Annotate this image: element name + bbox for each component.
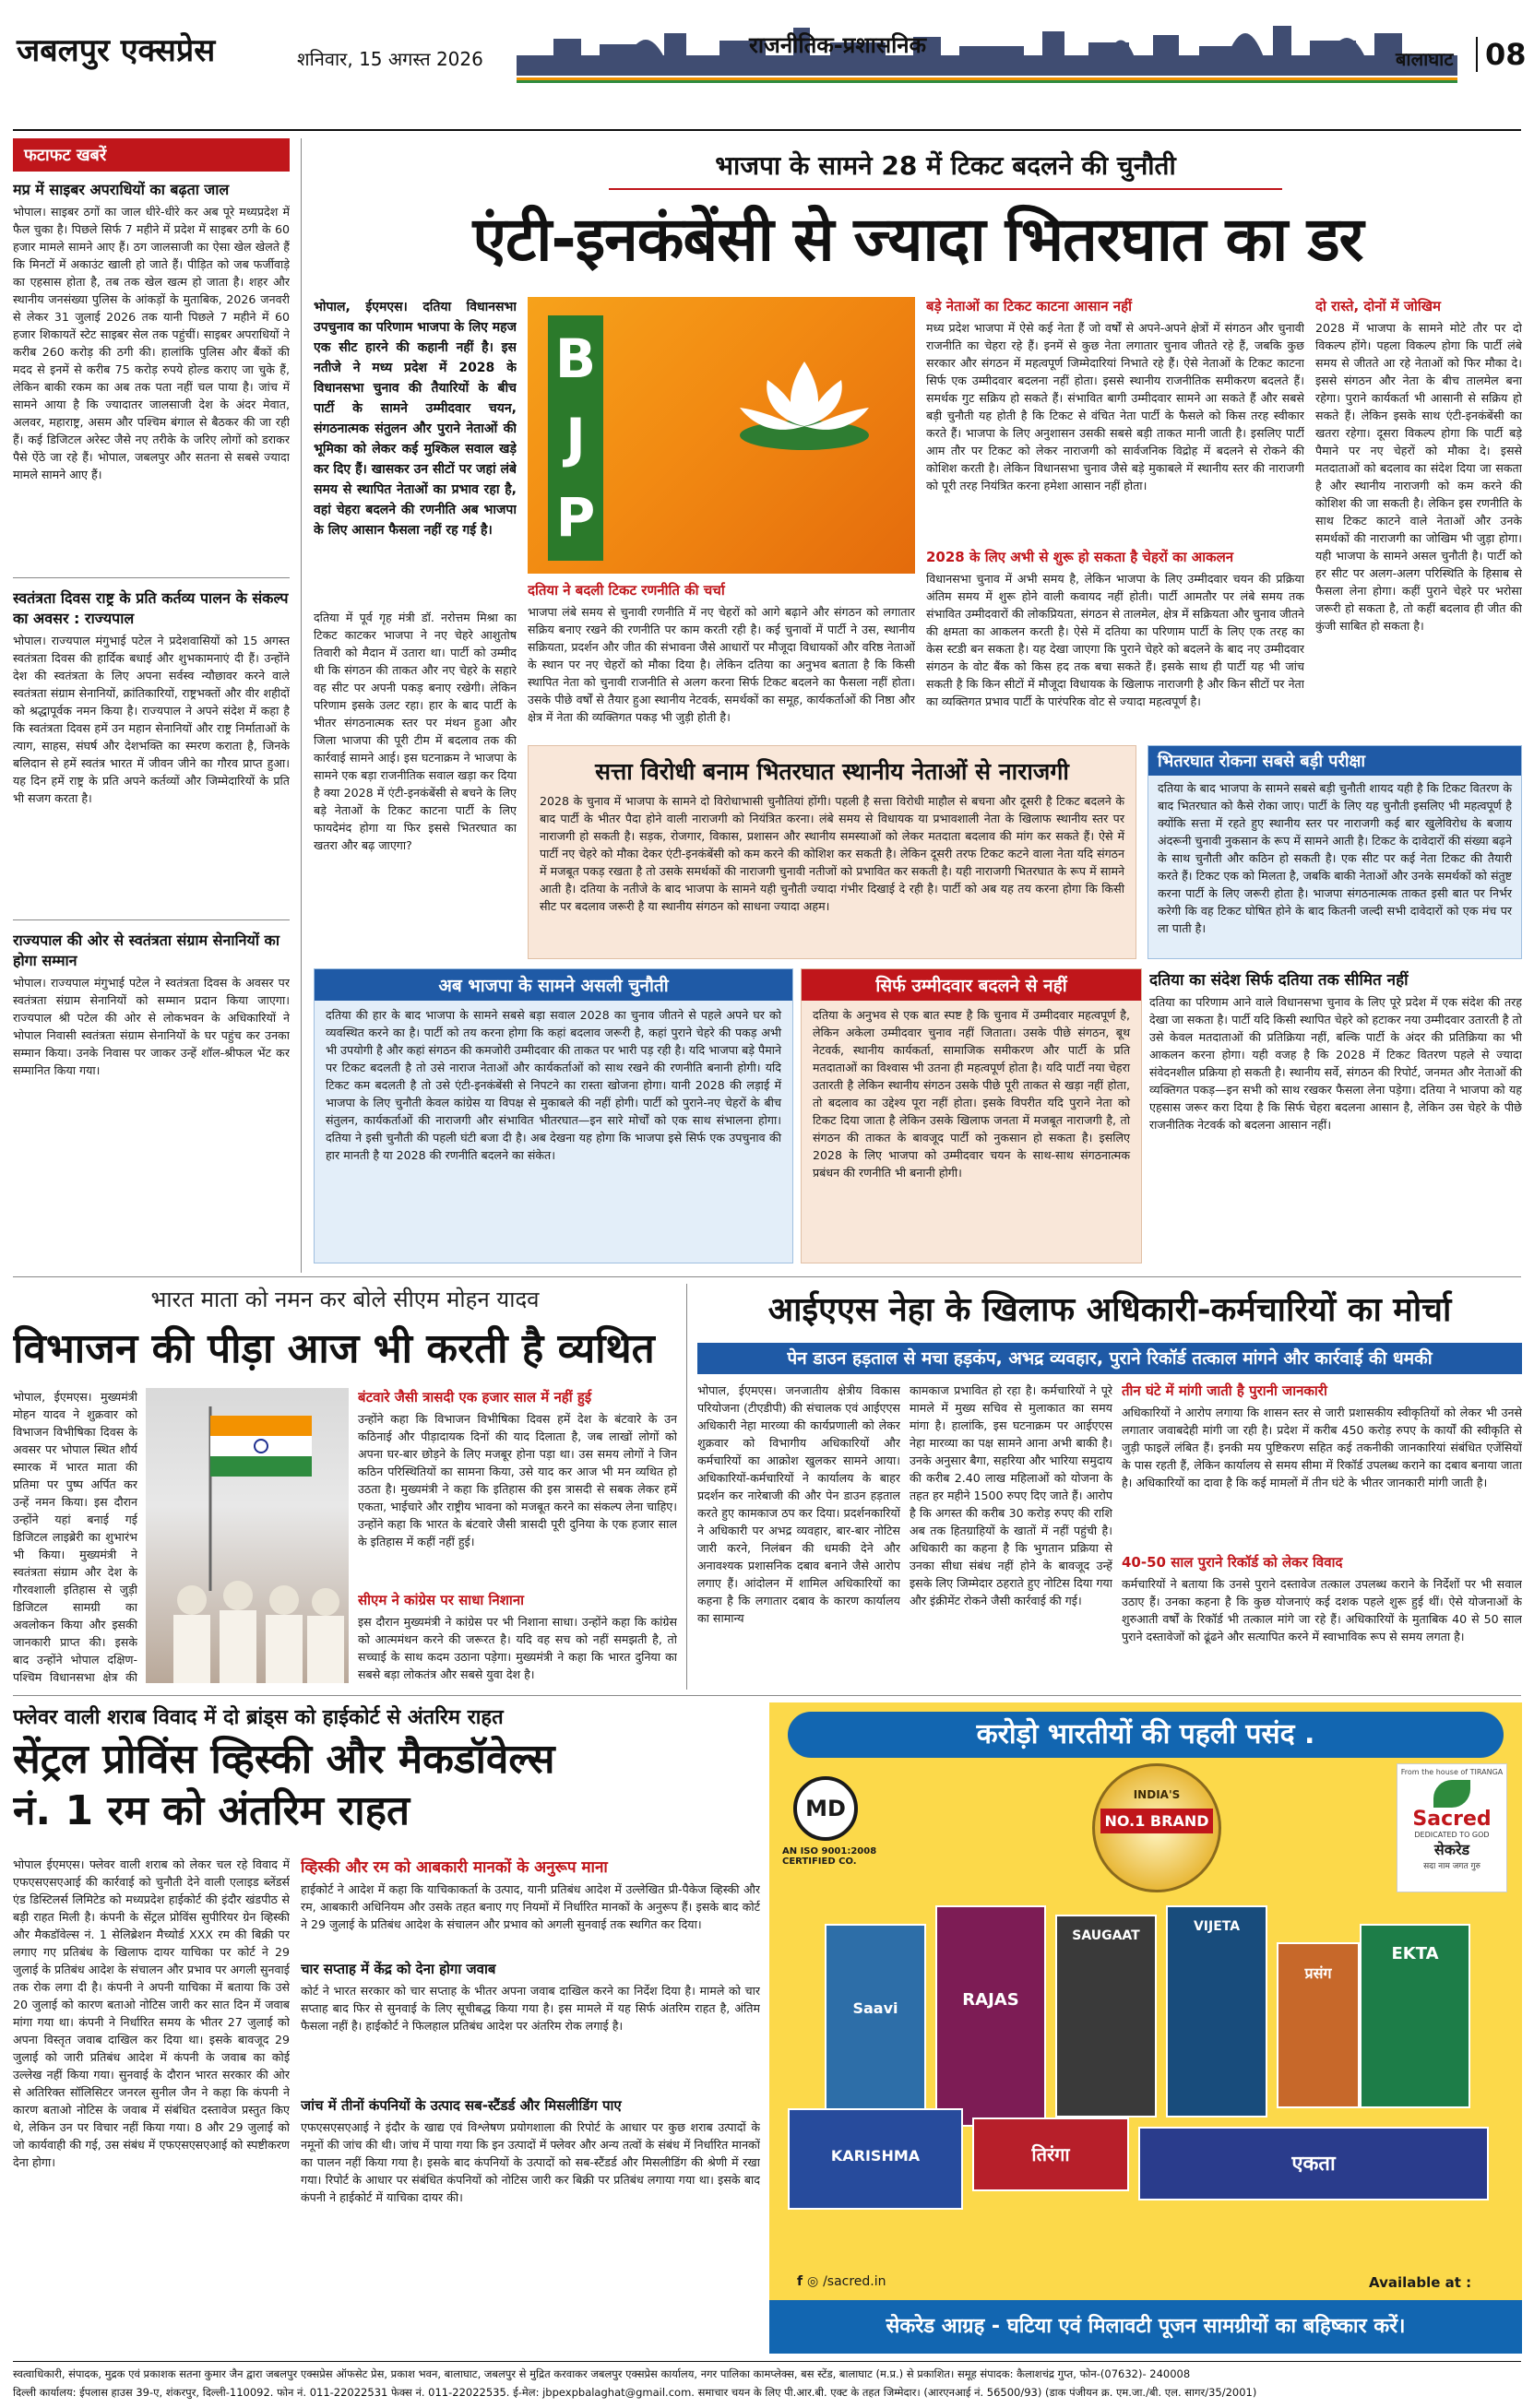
sidebar-header (13, 138, 290, 172)
brand-dedicated: DEDICATED TO GOD (1414, 1831, 1490, 1839)
lead-col1-text: दतिया में पूर्व गृह मंत्री डॉ. नरोत्तम मिश्रा का टिकट काटकर भाजपा ने नए चेहरे आशुतोष तिवारी को मैदान में उतारा था। पार्टी को उम्मीद थी कि संगठन की ताकत और नए चेहरे के सहारे वह सीट पर अपनी पकड़ बनाए रखेगी। लेकिन परिणाम इसके उलट रहा। हार के बाद पार्टी के भीतर संगठनात्मक स्तर पर मंथन हुआ और जिला भाजपा की पूरी टीम में बदलाव तक की कार्रवाई सामने आई। इस घटनाक्रम ने भाजपा के सामने एक बड़ा राजनीतिक सवाल खड़ा कर दिया है क्या 2028 में एंटी-इनकंबेंसी से बचने के लिए बड़े नेताओं के टिकट काटना पार्टी के लिए फायदेमंद होगा या फिर इससे भितरघात का खतरा और बढ़ जाएगा? (314, 611, 517, 852)
product-name: RAJAS (962, 1990, 1019, 2010)
whisky-col1-text: भोपाल ईएमएस। फ्लेवर वाली शराब को लेकर चल रहे विवाद में एफएसएसएआई की कार्रवाई को चुनौती देने वाली एलाइड ब्लेंडर्स एंड डिस्टिलर्स लिमिटेड को मध्यप्रदेश हाईकोर्ट की इंदौर खंडपीठ से बड़ी राहत मिली है। कंपनी के सेंट्रल प्रोविंस सुपीरियर ग्रेन व्हिस्की और मैकडॉवेल्स नं. 1 सेलिब्रेशन मैच्योर्ड XXX रम की बिक्री पर लगाए गए प्रतिबंध के खिलाफ दायर याचिका पर कोर्ट ने 29 जुलाई के प्रतिबंध आदेश के संचालन और प्रभाव पर अगली सुनवाई तक रोक लगा दी है। कंपनी ने अपनी याचिका में बताया कि उसे 20 जुलाई को कारण बताओ नोटिस जारी कर सात दिन में जवाब मांगा गया था। कंपनी ने निर्धारित समय के भीतर 27 जुलाई को अपना विस्तृत जवाब दाखिल कर दिया था। इसके बावजूद 29 जुलाई को जारी प्रतिबंध आदेश में कंपनी के जवाब का कोई उल्लेख नहीं किया गया। सुनवाई के दौरान भारत सरकार की ओर से अतिरिक्त सॉलिसिटर जनरल सुनील जैन ने कहा कि कंपनी ने कारण बताओ नोटिस के जवाब में संबंधित दस्तावेज प्रस्तुत किए थे, लेकिन उन पर विचार नहीं किया गया। 8 और 29 जुलाई को जो कार्यवाही की गई, उस संबंध में एफएसएसएआई को स्पष्टीकरण देना होगा। (13, 1857, 290, 2169)
product-pack (788, 2108, 963, 2210)
biggest-test-text: दतिया के बाद भाजपा के सामने सबसे बड़ी चुनौती शायद यही है कि टिकट वितरण के बाद भितरघात को कैसे रोका जाए। पार्टी के लिए यह चुनौती इसलिए भी महत्वपूर्ण है क्योंकि सत्ता में रहते हुए स्थानीय स्तर पर नाराजगी कई बार खुलेविरोध के बजाय अंदरूनी चुनावी नुकसान के रूप में सामने आती है। टिकट के दावेदारों की संख्या बढ़ने के साथ चुनौती और कठिन हो सकती है। एक सीट पर कई नेता टिकट की तैयारी करते हैं। टिकट एक को मिलता है, जबकि बाकी नेताओं और उनके समर्थकों को संतुष्ट करना पार्टी के लिए जरूरी होता है। भाजपा संगठनात्मक ताकत इसी बात पर निर्भर करेगी कि वह टिकट घोषित होने के बाद कितनी जल्दी सभी दावेदारों को एक मंच पर ला पाती है। (1158, 781, 1512, 935)
imprint (13, 2365, 1521, 2405)
lead-mid-sub1-title: बड़े नेताओं का टिकट काटना आसान नहीं (926, 298, 1132, 314)
whisky-sub1-text: हाईकोर्ट ने आदेश में कहा कि याचिकाकर्ता के उत्पाद, यानी प्रतिबंध आदेश में उल्लेखित प्री-पैकेज व्हिस्की और रम, आबकारी अधिनियम और उसके तहत बनाए गए नियमों में निर्धारित मानकों के अनुरूप हैं। इसके बाद कोर्ट ने 29 जुलाई के प्रतिबंध आदेश के संचालन और प्रभाव को अगली सुनवाई तक स्थगित कर दिया। (301, 1882, 760, 1931)
no1-brand-badge (1092, 1763, 1221, 1892)
ias-sub2-title: 40-50 साल पुराने रिकॉर्ड को लेकर विवाद (1122, 1554, 1343, 1571)
partition-headline-text: विभाजन की पीड़ा आज भी करती है व्यथित (13, 1325, 655, 1372)
partition-sub1-text: उन्होंने कहा कि विभाजन विभीषिका दिवस हमें देश के बंटवारे के उन कठिनाई और पीड़ादायक दिनों की याद दिलाता है, जब लाखों लोगों को अपना घर-बार छोड़ने के लिए मजबूर होना पड़ा था। उस समय लोगों ने जिन कठिन परिस्थितियों का सामना किया, उसे याद कर आज भी मन व्यथित हो उठता है। मुख्यमंत्री ने कहा कि इतिहास की इस त्रासदी से सबक लेकर हमें एकता, भाईचारे और राष्ट्रीय भावना को मजबूत करने का संकल्प लेना चाहिए। उन्होंने कहा कि भारत के बंटवारे जैसी त्रासदी पूरी दुनिया के एक हजार साल के इतिहास में कहीं नहीं हुई। (358, 1412, 677, 1548)
news-title: राज्यपाल की ओर से स्वतंत्रता संग्राम सेनानियों का होगा सम्मान (13, 931, 279, 969)
lead-mid-sub2-text: विधानसभा चुनाव में अभी समय है, लेकिन भाजपा के लिए उम्मीदवार चयन की प्रक्रिया अंतिम समय में शुरू होने वाली कवायद नहीं होती। पार्टी आमतौर पर लंबे समय तक संभावित उम्मीदवारों की लोकप्रियता, संगठन से तालमेल, क्षेत्र में सक्रियता और चुनाव जीतने की क्षमता का आकलन करती है। ऐसे में दतिया का परिणाम पार्टी के लिए एक तरह का केस स्टडी बन सकता है। यह देखा जाएगा कि पुराने चेहरे को बदलने के बाद नए उम्मीदवार संगठन के वोट बैंक को किस हद तक बचा सकते हैं। इसके साथ ही पार्टी यह भी जांच सकती है कि किन सीटों में मौजूदा विधायक के खिलाफ नाराजगी है और किन सीटों पर नेता का व्यक्तिगत प्रभाव पार्टी के पारंपरिक वोट से ज्यादा महत्वपूर्ण है। (926, 572, 1304, 708)
whisky-headline-line2: नं. 1 रम को अंतरिम राहत (13, 1787, 410, 1834)
product-pack (1055, 1915, 1157, 2117)
brand-hindi-name: सेकरेड (1433, 1841, 1470, 1858)
whisky-sub3-text: एफएसएसएआई ने इंदौर के खाद्य एवं विश्लेषण प्रयोगशाला की रिपोर्ट के आधार पर कुछ शराब उत्पादों के नमूनों की जांच की थी। जांच में पाया गया कि इन उत्पादों में फ्लेवर और अन्य तत्वों के संबंध में निर्धारित मानकों का पालन नहीं किया गया है। इसके बाद कंपनियों के उत्पादों को सब-स्टैंडर्ड और मिसलीडिंग की श्रेणी में रखा गया। रिपोर्ट के आधार पर संबंधित कंपनियों को नोटिस जारी कर बिक्री पर प्रतिबंध लगाया गया था। इसके बाद कंपनी ने हाईकोर्ट में याचिका दायर की। (301, 2120, 760, 2204)
brand-name: Sacred (1412, 1808, 1492, 1831)
news-title: मप्र में साइबर अपराधियों का बढ़ता जाल (13, 181, 230, 198)
lead-intro (314, 297, 517, 601)
whisky-headline (13, 1734, 760, 1845)
partition-text: भोपाल, ईएमएस। मुख्यमंत्री मोहन यादव ने शुक्रवार को विभाजन विभीषिका दिवस के अवसर पर भोपाल स्थित शौर्य स्मारक में भारत माता की प्रतिमा पर पुष्प अर्पित कर उन्हें नमन किया। इस दौरान उन्होंने यहां बनाई गई डिजिटल लाइब्रेरी का शुभारंभ भी किया। मुख्यमंत्री ने स्वतंत्रता संग्राम और देश के गौरवशाली इतिहास से जुड़ी डिजिटल सामग्री का अवलोकन किया और इसकी जानकारी प्राप्त की। इसके बाद उन्होंने भोपाल दक्षिण-पश्चिम विधानसभा क्षेत्र की (13, 1390, 137, 1683)
anger-box-text: 2028 के चुनाव में भाजपा के सामने दो विरोधाभासी चुनौतियां होंगी। पहली है सत्ता विरोधी माहौल से बचना और दूसरी है टिकट बदलने के बाद पार्टी के भीतर पैदा होने वाली नाराजगी को नियंत्रित करना। लंबे समय से विधायक या प्रभावशाली नेता के खिलाफ स्थानीय स्तर पर नाराजगी हो सकती है। सड़क, रोजगार, विकास, प्रशासन और स्थानीय समस्याओं को लेकर मतदाता बदलाव की मांग कर सकते हैं। ऐसे में पार्टी नए चेहरे को मौका देकर एंटी-इनकंबेंसी को कम करने की कोशिश कर सकती है। लेकिन दूसरी तरफ टिकट कटने वाला नेता यदि संगठन में मजबूत पकड़ रखता है तो उसके समर्थकों की नाराजगी चुनावी नतीजों को प्रभावित कर सकती है। यही नाराजगी भितरघात के रूप में सामने आती है। दतिया के नतीजे के बाद भाजपा के सामने यही चुनौती ज्यादा गंभीर दिखाई दे रही है। पार्टी को अब यह तय करना होगा कि किसी सीट पर बदलाव जरूरी है या स्थानीय संगठन को साधना ज्यादा अहम। (540, 794, 1124, 913)
ias-deck-text: पेन डाउन हड़ताल से मचा हड़कंप, अभद्र व्यवहार, पुराने रिकॉर्ड तत्काल मांगने और कार्रवाई की धमकी (787, 1348, 1433, 1369)
paper-name: जबलपुर एक्सप्रेस (17, 32, 216, 69)
lead-mid-sub2-title: 2028 के लिए अभी से शुरू हो सकता है चेहरों का आकलन (926, 549, 1234, 565)
product-pack (1360, 1924, 1470, 2108)
iso-caption: AN ISO 9001:2008 CERTIFIED CO. (782, 1846, 877, 1867)
news-title: स्वतंत्रता दिवस राष्ट्र के प्रति कर्तव्य पालन के संकल्प का अवसर : राज्यपाल (13, 589, 289, 627)
masthead (0, 0, 1534, 85)
ias-col2-text: कामकाज प्रभावित हो रहा है। कर्मचारियों ने पूरे मामले में मुख्य सचिव से मुलाकात का समय मांगा है। हालांकि, इस घटनाक्रम पर आईएएस नेहा मारव्या का पक्ष सामने आना अभी बाकी है। उनके अनुसार बैगा, सहरिया और भारिया समुदाय की करीब 2.40 लाख महिलाओं को योजना के तहत हर महीने 1500 रुपए दिए जाते हैं। आरोप है कि अगस्त की करीब 30 करोड़ रुपए की राशि अब तक हितग्राहियों के खातों में नहीं पहुंची है। अधिकारी का कहना है कि भुगतान प्रक्रिया से उनका सीधा संबंध नहीं होने के बावजूद उन्हें इसके लिए जिम्मेदार ठहराते हुए नोटिस दिया गया और इंक्रीमेंट रोकने जैसी कार्रवाई की गई। (910, 1383, 1112, 1607)
section-name: राजनीतिक-प्रशासनिक (749, 32, 927, 58)
message-title: दतिया का संदेश सिर्फ दतिया तक सीमित नहीं (1149, 971, 1409, 990)
whisky-sub3-title: जांच में तीनों कंपनियों के उत्पाद सब-स्टैंडर्ड और मिसलीडिंग पाए (301, 2097, 622, 2114)
ias-col3 (1122, 1382, 1522, 1686)
sidebar-news-item (13, 919, 290, 1204)
product-pack (825, 1924, 926, 2117)
lead-headline-text: एंटी-इनकंबेंसी से ज्यादा भितरघात का डर (472, 204, 1363, 275)
whisky-headline-line1: सेंट्रल प्रोविंस व्हिस्की और मैकडॉवेल्स (13, 1736, 555, 1783)
anger-box-title: सत्ता विरोधी बनाम भितरघात स्थानीय नेताओं से नाराजगी (595, 758, 1069, 785)
whisky-sub1-title: व्हिस्की और रम को आबकारी मानकों के अनुरूप माना (301, 1858, 608, 1877)
badge-top-text: INDIA'S (1133, 1788, 1181, 1801)
social-handle: /sacred.in (823, 2274, 886, 2289)
lead-headline (314, 196, 1522, 288)
ias-headline-text: आईएएस नेहा के खिलाफ अधिकारी-कर्मचारियों का मोर्चा (767, 1291, 1452, 1329)
edition-name: बालाघाट (1396, 48, 1454, 70)
product-display (788, 1905, 1504, 2237)
badge-main-text: NO.1 BRAND (1100, 1809, 1213, 1833)
brand-house-text: From the house of TIRANGA (1400, 1768, 1504, 1776)
message-text: दतिया का परिणाम आने वाले विधानसभा चुनाव के लिए पूरे प्रदेश में एक संदेश की तरह देखा जा सकता है। पार्टी यदि किसी स्थापित चेहरे को हटाकर नया उम्मीदवार उतारती है तो उसे केवल मतदाताओं की प्रतिक्रिया नहीं, बल्कि पार्टी के अंदर की प्रतिक्रिया का भी आकलन करना होगा। यही वजह है कि 2028 में टिकट वितरण पहले से ज्यादा संवेदनशील प्रक्रिया हो सकती है। स्थानीय सर्वे, संगठन की रिपोर्ट, जनमत और नेताओं की व्यक्तिगत पकड़—इन सभी को साथ रखकर फैसला लेना पड़ेगा। दतिया ने भाजपा को यह एहसास जरूर करा दिया है कि सिर्फ चेहरा बदलना आसान है, लेकिन उस चेहरे के पीछे राजनीतिक नेटवर्क को बदलना आसान नहीं। (1149, 995, 1522, 1132)
page-number: 08 (1476, 37, 1527, 72)
whisky-sub2-title: चार सप्ताह में केंद्र को देना होगा जवाब (301, 1961, 496, 1977)
lead-mid-sub1-text: मध्य प्रदेश भाजपा में ऐसे कई नेता हैं जो वर्षों से अपने-अपने क्षेत्रों में संगठन और चुनावी राजनीति का चेहरा रहे हैं। इनमें से कुछ नेता लगातार चुनाव जीतते रहे हैं, जबकि कुछ सरकार और संगठन में महत्वपूर्ण जिम्मेदारियां निभाते रहे हैं। ऐसे नेताओं के टिकट काटना सिर्फ एक उम्मीदवार बदलना नहीं होता। इससे स्थानीय राजनीतिक समीकरण बदलते हैं। समर्थक गुट सक्रिय हो सकते हैं। संभावित बागी उम्मीदवार सामने आ सकते हैं और सबसे बड़ी चुनौती यह होती है कि टिकट से वंचित नेता पार्टी के फैसले को किस तरह स्वीकार करते हैं। भाजपा के लिए अनुशासन उसकी सबसे बड़ी ताकत मानी जाती है। इसलिए पार्टी आम तौर पर टिकट को लेकर नाराजगी को सार्वजनिक विद्रोह में बदलने से रोकने की कोशिश करती है। लेकिन विधानसभा चुनाव जैसे बड़े मुकाबले में स्थानीय स्तर की नाराजगी को पूरी तरह नियंत्रित करना हमेशा आसान नहीं होता। (926, 321, 1304, 492)
iso-logo (793, 1776, 858, 1841)
ias-sub1-title: तीन घंटे में मांगी जाती है पुरानी जानकारी (1122, 1382, 1327, 1399)
whisky-kicker (13, 1702, 760, 1734)
lead-sub1 (528, 581, 915, 738)
ad-footer (769, 2300, 1522, 2354)
product-pack (1138, 2127, 1489, 2200)
news-text: भोपाल। राज्यपाल मंगुभाई पटेल ने स्वतंत्रता दिवस के अवसर पर स्वतंत्रता संग्राम सेनानियों को सम्मान प्रदान किया जाएगा। राज्यपाल श्री पटेल की ओर से लोकभवन के अधिकारियों ने भोपाल निवासी स्वतंत्रता संग्राम सेनानियों के घर पहुंच कर उनका सम्मान किया। उनके निवास पर जाकर उन्हें शॉल-श्रीफल भेंट कर सम्मानित किया गया। (13, 976, 290, 1077)
lead-right-sub1-title: दो रास्ते, दोनों में जोखिम (1315, 298, 1442, 314)
partition-sub1-title: बंटवारे जैसी त्रासदी एक हजार साल में नहीं हुई (358, 1389, 592, 1406)
real-challenge-title: अब भाजपा के सामने असली चुनौती (315, 969, 792, 1001)
issue-date: शनिवार, 15 अगस्त 2026 (297, 48, 483, 70)
brand-leaf-icon (1433, 1780, 1470, 1808)
ias-deck (697, 1343, 1522, 1374)
ad-social (797, 2274, 886, 2289)
product-name: एकता (1291, 2153, 1336, 2176)
whisky-col2 (301, 1856, 760, 2354)
product-name: VIJETA (1193, 1919, 1241, 1934)
partition-headline (13, 1319, 677, 1383)
biggest-test-title: भितरघात रोकना सबसे बड़ी परीक्षा (1148, 746, 1521, 776)
bjp-flag-image (528, 297, 915, 574)
product-name: KARISHMA (830, 2147, 921, 2165)
ias-col1-text: भोपाल, ईएमएस। जनजातीय क्षेत्रीय विकास परियोजना (टीएडीपी) की संचालक एवं आईएएस अधिकारी नेहा मारव्या की कार्यप्रणाली को लेकर शुक्रवार को विभागीय अधिकारियों और कर्मचारियों का आक्रोश खुलकर सामने आया। अधिकारियों-कर्मचारियों ने कार्यालय के बाहर प्रदर्शन कर नारेबाजी की और पेन डाउन हड़ताल करते हुए कामकाज ठप कर दिया। प्रदर्शनकारियों ने अधिकारी पर अभद्र व्यवहार, बार-बार नोटिस जारी करने, निलंबन की धमकी देने और अनावश्यक प्रशासनिक दबाव बनाने जैसे आरोप लगाए हैं। आंदोलन में शामिल अधिकारियों का कहना है कि लगातार दबाव के कारण कार्यालय का सामान्य (697, 1383, 900, 1625)
partition-kicker-text: भारत माता को नमन कर बोले सीएम मोहन यादव (150, 1287, 540, 1312)
ias-col2 (910, 1382, 1112, 1686)
product-name: SAUGAAT (1072, 1928, 1140, 1943)
news-text: भोपाल। राज्यपाल मंगुभाई पटेल ने प्रदेशवासियों को 15 अगस्त स्वतंत्रता दिवस की हार्दिक बधाई और शुभकामनाएं दी हैं। उन्होंने देश की स्वतंत्रता के लिए अपना सर्वस्व न्यौछावर करने वाले स्वतंत्रता संग्राम सेनानियों, क्रांतिकारियों, राष्ट्रभक्तों और वीर शहीदों को श्रद्धापूर्वक नमन किया है। राज्यपाल ने अपने संदेश में कहा है कि स्वतंत्रता दिवस हमें उन महान सेनानियों और राष्ट्र निर्माताओं के त्याग, साहस, संघर्ष और देशभक्ति का स्मरण कराता है, जिनके बलिदान से हमें स्वतंत्र भारत में जीवन जीने का गौरव प्राप्त हुआ। यह दिन हमें राष्ट्र के प्रति अपने कर्तव्यों और जिम्मेदारियों के प्रति भी सजग करता है। (13, 634, 290, 805)
sidebar-header-label: फटाफट खबरें (24, 146, 107, 165)
lead-mid-col (926, 297, 1304, 740)
product-pack (935, 1905, 1046, 2127)
real-challenge-text: दतिया की हार के बाद भाजपा के सामने सबसे बड़ा सवाल 2028 का चुनाव जीतने से पहले अपने घर को व्यवस्थित करने का है। पार्टी को तय करना होगा कि कहां बदलाव जरूरी है, कहां पुराने चेहरे की पकड़ अभी भी उपयोगी है और कहां संगठन की कमजोरी उम्मीदवार की ताकत पर भारी पड़ रही है। यदि भाजपा बड़े पैमाने पर टिकट बदलती है तो उसे नाराज नेताओं और कार्यकर्ताओं को साथ रखने की रणनीति बनानी होगी। यदि टिकट कम बदलती है तो उसे एंटी-इनकंबेंसी से निपटने का रास्ता खोजना होगा। यानी 2028 की लड़ाई में भाजपा के लिए चुनौती केवल कांग्रेस या विपक्ष से मुकाबले की नहीं होगी। पार्टी को पुराने-नए चेहरों के बीच संतुलन, कार्यकर्ताओं की नाराजगी और संभावित भीतरघात—इन सारे मोर्चों को एक साथ संभालना होगा। दतिया ने इसी चुनौती की पहली घंटी बजा दी है। अब देखना यह होगा कि भाजपा इसे सिर्फ एक उपचुनाव की हार मानती है या 2028 की रणनीति बदलने का संकेत। (326, 1008, 781, 1162)
candidate-text: दतिया के अनुभव से एक बात स्पष्ट है कि चुनाव में उम्मीदवार महत्वपूर्ण है, लेकिन अकेला उम्मीदवार चुनाव नहीं जिताता। उसके पीछे संगठन, बूथ नेटवर्क, स्थानीय कार्यकर्ता, सामाजिक समीकरण और पार्टी के प्रति मतदाताओं का विश्वास भी उतना ही महत्वपूर्ण होता है। यदि पार्टी नया चेहरा उतारती है लेकिन स्थानीय संगठन उसके पीछे पूरी ताकत से खड़ा नहीं होता, तो बदलाव का उद्देश्य पूरा नहीं होता। इसके विपरीत यदि पुराने नेता को टिकट दिया जाता है लेकिन उसके खिलाफ जनता में मजबूत नाराजगी है, तो संगठन की ताकत के बावजूद पार्टी को नुकसान हो सकता है। इसलिए 2028 के लिए भाजपा को उम्मीदवार चयन के साथ-साथ संगठनात्मक प्रबंधन की रणनीति भी बनानी होगी। (813, 1008, 1130, 1180)
product-name: तिरंगा (1031, 2143, 1070, 2165)
sidebar-news-item (13, 577, 290, 912)
sacred-advertisement[interactable] (769, 1702, 1522, 2354)
partition-photo (146, 1388, 349, 1683)
bjp-letters: BJP (548, 315, 603, 561)
product-pack (1277, 1942, 1360, 2108)
ias-sub2-text: कर्मचारियों ने बताया कि उनसे पुराने दस्तावेज तत्काल उपलब्ध कराने के निर्देशों पर भी सवाल उठाए हैं। उनका कहना है कि कुछ योजनाएं कई दशक पहले शुरू हुई थीं। ऐसे योजनाओं के शुरुआती वर्षों के रिकॉर्ड भी तत्काल मांगे जा रहे हैं। अधिकारियों के मुताबिक 40 से 50 साल पुराने दस्तावेजों को ढूंढने और सत्यापित करने में स्वाभाविक रूप से समय लगता है। (1122, 1577, 1522, 1643)
news-text: भोपाल। साइबर ठगों का जाल धीरे-धीरे कर अब पूरे मध्यप्रदेश में फैल चुका है। पिछले सिर्फ 7 महीने में प्रदेश में साइबर ठगी के 60 हजार मामले सामने आए हैं। ठग जालसाजी का ऐसा खेल खेलते हैं कि मिनटों में अकाउंट खाली हो जाते हैं। पीड़ित को जब फर्जीवाड़े का एहसास होता है, तब तक खेल खत्म हो जाता है। शहर और स्थानीय जनसंख्या पुलिस के आंकड़ों के मुताबिक, 2026 जनवरी से लेकर 31 जुलाई 2026 तक यानी पिछले 7 महीने में 60 हजार शिकायतें स्टेट साइबर सेल तक पहुंचीं। साइबर अपराधियों ने करीब 260 करोड़ की ठगी की। हालांकि पुलिस और बैंकों की मदद से इनमें से करीब 75 करोड़ रुपये होल्ड कराए जा चुके हैं, लेकिन बाकी रकम का अब तक पता नहीं चल पाया है। जांच में सामने आया है कि ज्यादातर जालसाजी देश के अंदर मेवात, अलवर, महाराष्ट्र, असम और पश्चिम बंगाल से बैठकर की जा रही हैं। कई डिजिटल अरेस्ट जैसे नए तरीके के जरिए लोगों को डराकर पैसे ऐंठे जा रहे हैं। भोपाल, जबलपुर और सतना से सबसे ज्यादा मामले सामने आए हैं। (13, 205, 290, 481)
social-icons: f ◎ (797, 2274, 824, 2289)
message-box (1149, 968, 1522, 1263)
ias-headline (697, 1286, 1522, 1339)
whisky-kicker-text: फ्लेवर वाली शराब विवाद में दो ब्रांड्स को हाईकोर्ट से अंतरिम राहत (13, 1706, 504, 1729)
ias-sub1-text: अधिकारियों ने आरोप लगाया कि शासन स्तर से जारी प्रशासकीय स्वीकृतियों को लेकर भी उनसे लगातार जवाबदेही मांगी जा रही है। प्रदेश में करीब 450 करोड़ रुपए के कार्यों की स्वीकृति से जुड़ी फाइलें लंबित हैं। इनकी मय पुष्टिकरण सहित कई तकनीकी जानकारियां संबंधित एजेंसियों के पास रहती हैं, लेकिन कार्यालय से समय सीमा में रिकॉर्ड उपलब्ध कराने का दबाव बनाया जाता है। अधिकारियों का दावा है कि कई मामलों में तीन घंटे के भीतर जानकारी मांगी जाती है। (1122, 1406, 1522, 1489)
sidebar (13, 138, 290, 1273)
ad-banner-text: करोड़ो भारतीयों की पहली पसंद . (976, 1718, 1315, 1750)
ad-footer-text: सेकरेड आग्रह - घटिया एवं मिलावटी पूजन सामग्रीयों का बहिष्कार करें। (886, 2315, 1406, 2338)
product-pack (1166, 1905, 1267, 2117)
imprint-line2: दिल्ली कार्यालय: ईपलास हाउस 39-ए, शंकरपुर, दिल्ली-110092. फोन नं. 011-22022531 फेक्स नं. 011-22022535. ई-मेल: jbpexpbalaghat@gmail.com. समाचार चयन के लिए पी.आर.बी. एक्ट के तहत जिम्मेदार। (आरएनआई नं. 56500/93) (डाक पंजीयन क्र. एम.जा./बी. एल. सागर/35/2001) (13, 2386, 1257, 2399)
imprint-line1: स्वत्वाधिकारी, संपादक, मुद्रक एवं प्रकाशक सतना कुमार जैन द्वारा जबलपुर एक्सप्रेस ऑफसेट प्रेस, प्रकाश भवन, बालाघाट, जबलपुर से मुद्रित करवाकर जबलपुर एक्सप्रेस कार्यालय, नगर पालिका कामप्लेक्स, बस स्टेंड, बालाघाट (म.प्र.) से प्रकाशित। समूह संपादक: कैलाशचंद्र गुप्त, फोन-(07632)- 240008 (13, 2367, 1191, 2380)
product-name: प्रसंग (1304, 1964, 1332, 1982)
whisky-col1 (13, 1856, 290, 2354)
partition-sub2-text: इस दौरान मुख्यमंत्री ने कांग्रेस पर भी निशाना साधा। उन्होंने कहा कि कांग्रेस को आत्ममंथन करने की जरूरत है। यदि वह सच को नहीं समझती है, तो सच्चाई के साथ कदम उठाना पड़ेगा। मुख्यमंत्री ने कहा कि भारत दुनिया का सबसे बड़ा लोकतंत्र और सबसे युवा देश है। (358, 1615, 677, 1681)
ad-available: Available at : (1369, 2274, 1472, 2291)
iso-logo-text: MD (805, 1796, 846, 1821)
lead-right-col (1315, 297, 1522, 740)
ias-col1 (697, 1382, 900, 1686)
biggest-test-box (1148, 745, 1522, 959)
lead-col1 (314, 609, 517, 959)
sacred-brand-logo (1397, 1763, 1507, 1892)
lead-sub1-text: भाजपा लंबे समय से चुनावी रणनीति में नए चेहरों को आगे बढ़ाने और संगठन को लगातार सक्रिय बनाए रखने की रणनीति पर काम करती रही है। कई चुनावों में पार्टी ने उस, स्थानीय सक्रियता, प्रदर्शन और जीत की संभावना जैसे आधारों पर मौजूदा विधायकों और वरिष्ठ नेताओं के स्थान पर नए चेहरों को मौका दिया है। लेकिन दतिया का अनुभव बताता है कि किसी स्थापित नेता को चुनावी राजनीति से अलग करना सिर्फ टिकट बदलने का फैसला नहीं होता। उसके पीछे वर्षों से तैयार हुआ स्थानीय नेटवर्क, समर्थकों का समूह, कार्यकर्ताओं की निष्ठा और क्षेत्र में नेता की व्यक्तिगत पकड़ भी जुड़ी होती है। (528, 605, 915, 724)
product-pack (972, 2117, 1129, 2191)
lead-right-sub1-text: 2028 में भाजपा के सामने मोटे तौर पर दो विकल्प होंगे। पहला विकल्प होगा कि पार्टी लंबे समय से जीतते आ रहे नेताओं को फिर मौका दे। इससे संगठन और नेता के बीच तालमेल बना रहेगा। पुराने कार्यकर्ता भी आसानी से सक्रिय हो सकते हैं। लेकिन इसके साथ एंटी-इनकंबेंसी का खतरा रहेगा। दूसरा विकल्प होगा कि पार्टी बड़े पैमाने पर नए चेहरों को मौका दे। इससे मतदाताओं को बदलाव का संदेश दिया जा सकता है और स्थानीय नाराजगी को कम करने की कोशिश की जा सकती है। लेकिन इस रणनीति के साथ टिकट काटने वाले नेताओं और उनके समर्थकों की नाराजगी का जोखिम भी जुड़ा होगा। यही भाजपा के सामने असल चुनौती है। पार्टी को हर सीट पर अलग-अलग परिस्थिति के हिसाब से फैसला लेना होगा। कहीं पुराने चेहरे पर भरोसा जरूरी हो सकता है, तो कहीं बदलाव ही जीत की कुंजी साबित हो सकता है। (1315, 321, 1522, 633)
anger-box (528, 745, 1136, 959)
tricolor-flag-icon (146, 1388, 349, 1683)
lead-kicker (609, 148, 1282, 190)
candidate-box (801, 968, 1142, 1263)
whisky-sub2-text: कोर्ट ने भारत सरकार को चार सप्ताह के भीतर अपना जवाब दाखिल करने का निर्देश दिया है। मामले को चार सप्ताह बाद फिर से सुनवाई के लिए सूचीबद्ध किया गया है। इस मामले में यह सिर्फ अंतरिम राहत है, अंतिम फैसला नहीं है। हाईकोर्ट ने फिलहाल प्रतिबंध आदेश पर अंतरिम रोक लगाई है। (301, 1984, 760, 2033)
lead-intro-text: भोपाल, ईएमएस। दतिया विधानसभा उपचुनाव का परिणाम भाजपा के लिए महज एक सीट हारने की कहानी नहीं है। इस नतीजे ने मध्य प्रदेश में 2028 के विधानसभा चुनाव की तैयारियों के बीच पार्टी के सामने उम्मीदवार चयन, संगठनात्मक संतुलन और पुराने नेताओं की भूमिका को लेकर कई मुश्किल सवाल खड़े कर दिए हैं। खासकर उन सीटों पर जहां लंबे समय से स्थापित नेताओं का प्रभाव रहा है, वहां चेहरा बदलने की रणनीति अब भाजपा के लिए आसान फैसला नहीं रह गई है। (314, 300, 517, 538)
lead-kicker-text: भाजपा के सामने 28 में टिकट बदलने की चुनौती (715, 150, 1176, 181)
partition-kicker (13, 1284, 677, 1317)
candidate-title: सिर्फ उम्मीदवार बदलने से नहीं (802, 969, 1141, 1001)
brand-hindi-tagline: सदा नाम जगत गुरु (1423, 1862, 1480, 1871)
product-name: Saavi (852, 1999, 898, 2017)
real-challenge-box (314, 968, 793, 1263)
ad-banner (788, 1712, 1504, 1758)
partition-sub2-title: सीएम ने कांग्रेस पर साधा निशाना (358, 1592, 525, 1608)
lead-sub1-title: दतिया ने बदली टिकट रणनीति की चर्चा (528, 582, 725, 599)
product-name: EKTA (1391, 1944, 1439, 1963)
sidebar-news-item (13, 179, 290, 570)
